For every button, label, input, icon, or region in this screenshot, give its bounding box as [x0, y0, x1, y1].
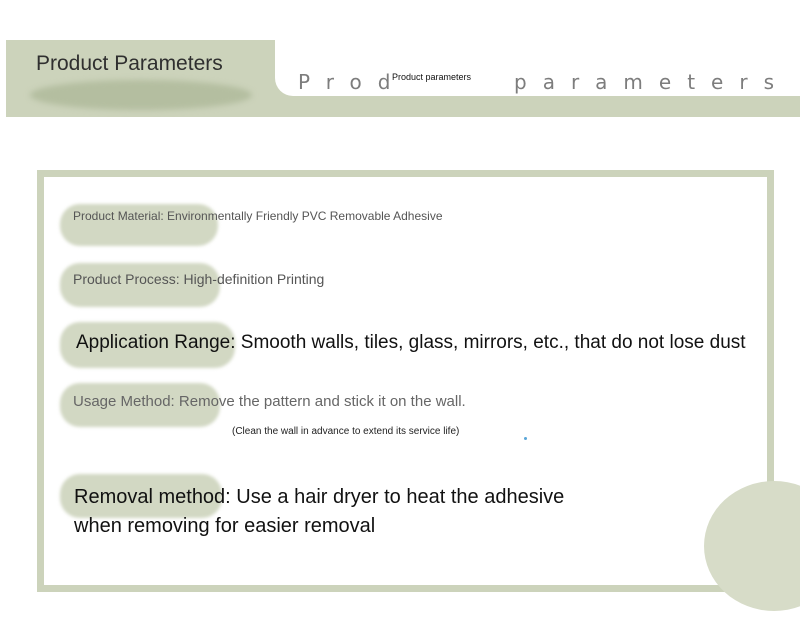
- stray-dot: [524, 437, 527, 440]
- title-tab-shadow: [30, 80, 252, 110]
- product-process: Product Process: High-definition Printing: [73, 271, 325, 287]
- product-material: Product Material: Environmentally Friendly PVC Removable Adhesive: [73, 209, 443, 223]
- overlay-label: Product parameters: [392, 72, 472, 82]
- usage-method: Usage Method: Remove the pattern and stick it on the wall.: [73, 393, 466, 410]
- application-range: Application Range: Smooth walls, tiles, glass, mirrors, etc., that do not lose dust: [76, 332, 746, 353]
- removal-line-1: Removal method: Use a hair dryer to heat the adhesive: [74, 486, 565, 508]
- removal-line-2: when removing for easier removal: [74, 515, 376, 537]
- spaced-heading-left: Prod: [298, 70, 407, 94]
- spaced-heading-right: parameters: [514, 70, 791, 94]
- usage-note: (Clean the wall in advance to extend its service life): [232, 426, 460, 437]
- page-title: Product Parameters: [36, 52, 223, 75]
- removal-method: [74, 483, 564, 541]
